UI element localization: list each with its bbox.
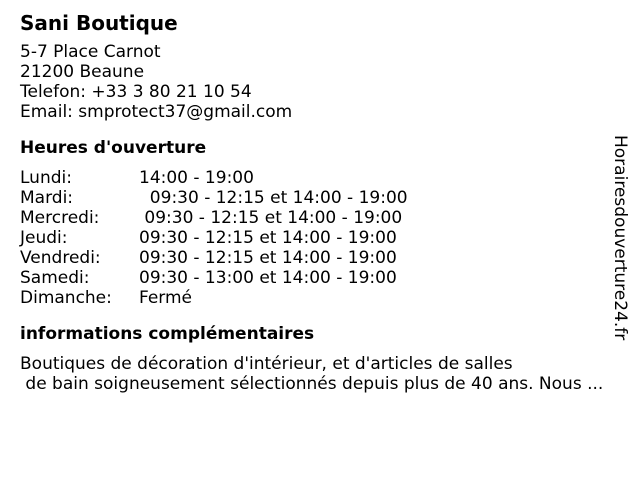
hours-row-mardi <box>20 188 610 208</box>
address-line-2: 21200 Beaune <box>20 62 145 82</box>
hours-time: 09:30 - 12:15 et 14:00 - 19:00 <box>139 208 403 228</box>
phone: Telefon: +33 3 80 21 10 54 <box>20 82 252 102</box>
hours-row-samedi <box>20 268 610 288</box>
info-line-2: de bain soigneusement sélectionnés depuis plus de 40 ans. Nous ... <box>20 374 604 394</box>
site-watermark: Horairesdouverture24.fr <box>610 135 630 341</box>
address-line-1: 5-7 Place Carnot <box>20 42 161 62</box>
info-heading: informations complémentaires <box>20 324 315 344</box>
hours-day: Lundi: <box>20 168 72 188</box>
hours-day: Samedi: <box>20 268 90 288</box>
hours-heading: Heures d'ouverture <box>20 138 207 158</box>
hours-time: 09:30 - 12:15 et 14:00 - 19:00 <box>139 248 397 268</box>
hours-day: Dimanche: <box>20 288 112 308</box>
hours-day: Jeudi: <box>20 228 68 248</box>
hours-time: 09:30 - 12:15 et 14:00 - 19:00 <box>139 188 408 208</box>
hours-day: Mardi: <box>20 188 74 208</box>
hours-row-lundi <box>20 168 610 188</box>
info-description <box>20 354 610 394</box>
hours-time: 14:00 - 19:00 <box>139 168 254 188</box>
hours-day: Vendredi: <box>20 248 101 268</box>
hours-row-mercredi <box>20 208 610 228</box>
info-line-1: Boutiques de décoration d'intérieur, et d'articles de salles <box>20 354 513 374</box>
hours-time: 09:30 - 12:15 et 14:00 - 19:00 <box>139 228 397 248</box>
hours-table <box>20 168 610 308</box>
hours-time: Fermé <box>139 288 193 308</box>
business-info <box>20 10 610 394</box>
hours-day: Mercredi: <box>20 208 100 228</box>
business-name: Sani Boutique <box>20 11 178 35</box>
hours-row-jeudi <box>20 228 610 248</box>
contact-block <box>20 42 610 122</box>
hours-time: 09:30 - 13:00 et 14:00 - 19:00 <box>139 268 397 288</box>
hours-row-dimanche <box>20 288 610 308</box>
email: Email: smprotect37@gmail.com <box>20 102 293 122</box>
hours-row-vendredi <box>20 248 610 268</box>
